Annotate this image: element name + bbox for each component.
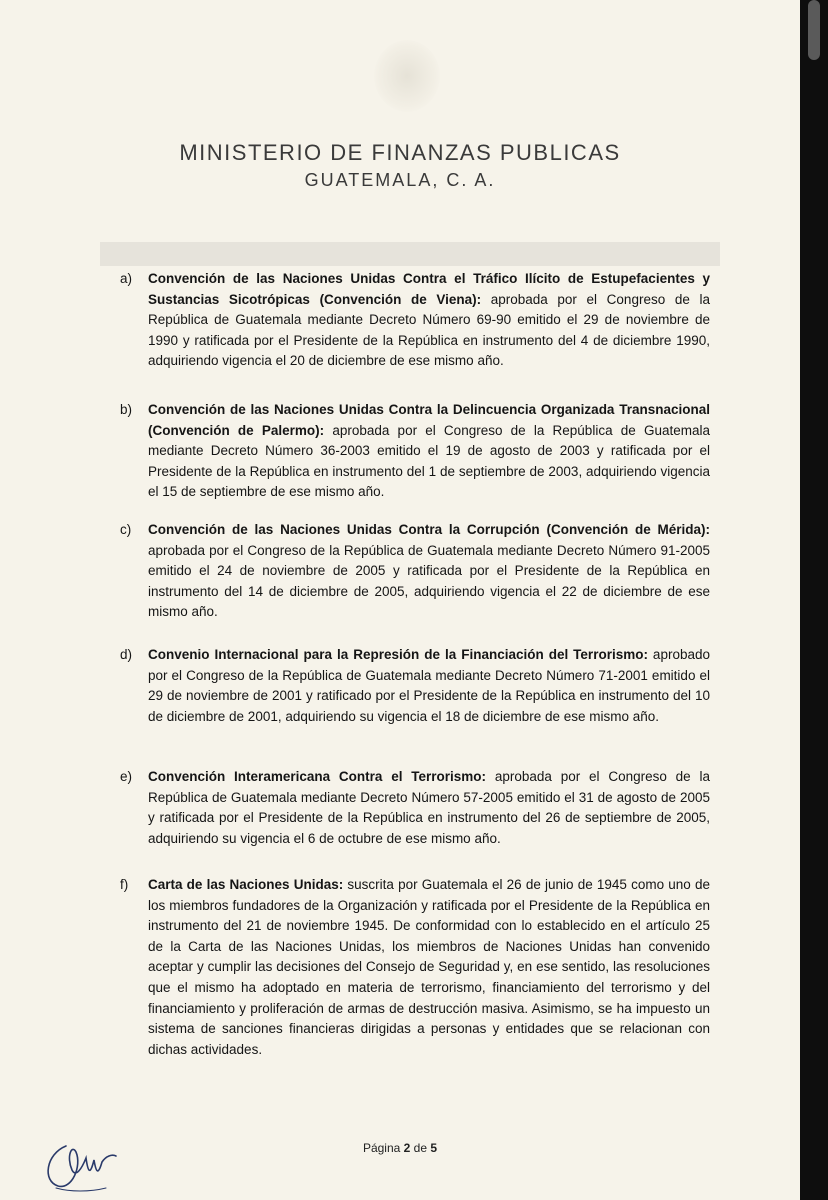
viewer-scroll-track[interactable] <box>800 0 828 1200</box>
ministry-name: MINISTERIO DE FINANZAS PUBLICAS <box>179 140 621 165</box>
item-body: suscrita por Guatemala el 26 de junio de 1945 como uno de los miembros fundadores de la Organización y ratificada por el Presidente de la República en instrumento del 21 de noviembre 1945. De conformidad con lo establecido en el artículo 25 de la Carta de las Naciones Unidas, los miembros de Naciones Unidas han convenido aceptar y cumplir las decisiones del Consejo de Seguridad y, en ese sentido, las resoluciones que el mismo ha adoptado en materia de terrorismo, financiamiento del terrorismo y del financiamiento y proliferación de armas de destrucción masiva. Asimismo, se ha impuesto un sistema de sanciones financieras dirigidas a personas y entidades que se relacionan con dichas actividades. <box>148 877 710 1057</box>
item-title: Carta de las Naciones Unidas: <box>148 877 344 892</box>
list-item-f <box>120 875 710 1060</box>
item-title: Convención de las Naciones Unidas Contra la Corrupción (Convención de Mérida): <box>148 522 710 537</box>
footer-middle: de <box>410 1141 431 1155</box>
item-title: Convención de las Naciones Unidas Contra el Tráfico Ilícito de Estupefacientes y Sustancias Sicotrópicas (Convención de Viena): <box>148 271 710 307</box>
item-title: Convención Interamericana Contra el Terrorismo: <box>148 769 487 784</box>
item-title: Convenio Internacional para la Represión de la Financiación del Terrorismo: <box>148 647 648 662</box>
handwritten-signature <box>36 1126 136 1196</box>
coat-of-arms-seal <box>374 40 440 112</box>
item-body: aprobado por el Congreso de la República de Guatemala mediante Decreto Número 71-2001 emitido el 29 de noviembre de 2001 y ratificado por el Presidente de la República en instrumento del 10 de diciembre de 2001, adquiriendo su vigencia el 18 de diciembre de ese mismo año. <box>148 647 710 724</box>
item-letter: e) <box>120 769 133 784</box>
footer-prefix: Página <box>362 1141 404 1155</box>
list-item-d <box>120 645 710 727</box>
faded-watermark <box>100 236 720 272</box>
footer-total-pages: 5 <box>430 1141 438 1155</box>
item-letter: b) <box>120 402 133 417</box>
page-footer <box>0 1141 800 1155</box>
item-title: Convención de las Naciones Unidas Contra la Delincuencia Organizada Transnacional (Convención de Palermo): <box>148 402 710 438</box>
viewer-scroll-thumb[interactable] <box>808 0 820 60</box>
item-body: aprobada por el Congreso de la República de Guatemala mediante Decreto Número 57-2005 emitido el 31 de agosto de 2005 y ratificada por el Presidente de la República en instrumento del 26 de septiembre de 2005, adquiriendo su vigencia el 6 de octubre de ese mismo año. <box>148 769 710 846</box>
footer-page-number: 2 <box>403 1141 411 1155</box>
item-body: aprobada por el Congreso de la República de Guatemala mediante Decreto Número 69-90 emitido el 29 de noviembre de 1990 y ratificada por el Presidente de la República en instrumento del 4 de diciembre 1990, adquiriendo vigencia el 20 de diciembre de ese mismo año. <box>148 291 710 369</box>
list-item-e <box>120 767 710 849</box>
list-item-c <box>120 520 710 623</box>
item-letter: f) <box>120 877 129 892</box>
item-body: aprobada por el Congreso de la República de Guatemala mediante Decreto Número 91-2005 emitido el 24 de noviembre de 2005 y ratificada por el Presidente de la República en instrumento del 14 de diciembre de 2005, adquiriendo vigencia el 22 de diciembre de ese mismo año. <box>148 542 710 620</box>
ministry-location: GUATEMALA, C. A. <box>304 170 496 190</box>
list-item-b <box>120 400 710 503</box>
item-letter: d) <box>120 647 133 662</box>
item-body: aprobada por el Congreso de la República de Guatemala mediante Decreto Número 36-2003 emitido el 19 de agosto de 2003 y ratificada por el Presidente de la República en instrumento del 1 de septiembre de 2003, adquiriendo vigencia el 15 de septiembre de ese mismo año. <box>148 422 710 500</box>
item-letter: c) <box>120 522 132 537</box>
list-item-a <box>120 269 710 372</box>
item-letter: a) <box>120 271 133 286</box>
